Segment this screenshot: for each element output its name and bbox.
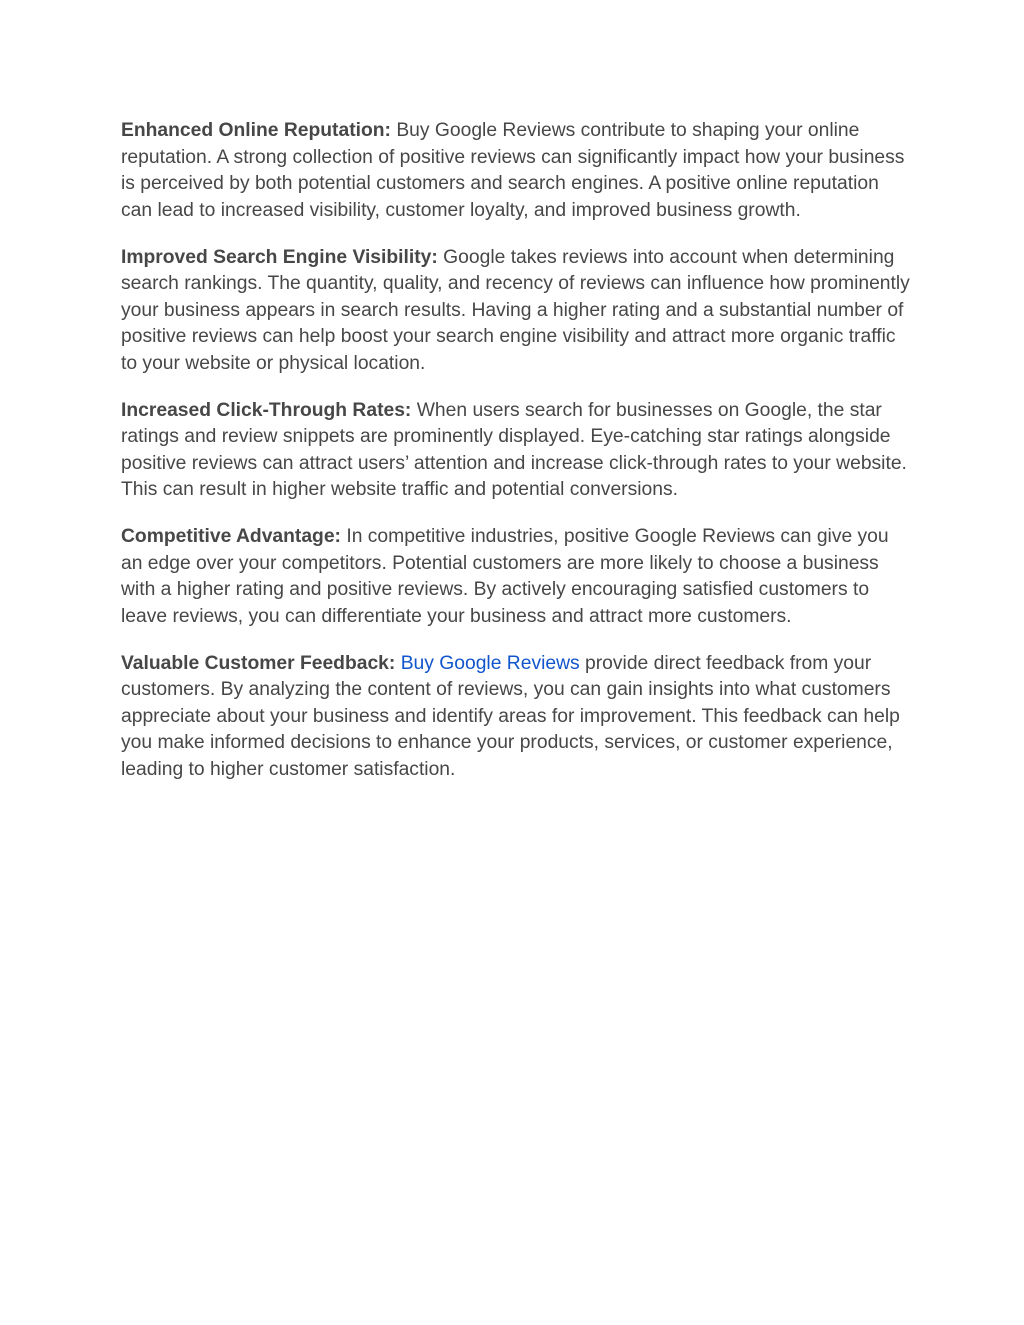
paragraph-increased-click-through-rates	[121, 398, 911, 504]
paragraph-body: provide direct feedback from your customers. By analyzing the content of reviews, you can gain insights into what customers appreciate about your business and identify areas for improvement. This feedback can help you make informed decisions to enhance your products, services, or customer experience, leading to higher customer satisfaction.	[121, 652, 900, 780]
term-heading: Improved Search Engine Visibility:	[121, 246, 438, 268]
buy-google-reviews-link[interactable]: Buy Google Reviews	[400, 652, 580, 674]
term-heading: Enhanced Online Reputation:	[121, 120, 391, 141]
paragraph-body: In competitive industries, positive Google Reviews can give you an edge over your competitors. Potential customers are more likely to choose a business with a higher rating and positive reviews. By actively encouraging satisfied customers to leave reviews, you can differentiate your business and attract more customers.	[121, 526, 889, 627]
term-heading: Increased Click-Through Rates:	[121, 399, 412, 421]
term-heading: Valuable Customer Feedback:	[121, 652, 396, 674]
paragraph-enhanced-online-reputation	[121, 118, 911, 224]
paragraph-body: When users search for businesses on Google, the star ratings and review snippets are prominently displayed. Eye-catching star ratings alongside positive reviews can attract users’ attention and increase click-through rates to your website. This can result in higher website traffic and potential conversions.	[121, 399, 907, 500]
term-heading: Competitive Advantage:	[121, 526, 341, 547]
paragraph-valuable-customer-feedback	[121, 651, 911, 784]
paragraph-body: Buy Google Reviews contribute to shaping your online reputation. A strong collection of positive reviews can significantly impact how your business is perceived by both potential customers and search engines. A positive online reputation can lead to increased visibility, customer loyalty, and improved business growth.	[121, 120, 905, 221]
paragraph-improved-search-engine-visibility	[121, 245, 911, 378]
document-page	[121, 118, 911, 804]
paragraph-competitive-advantage	[121, 524, 911, 630]
paragraph-body: Google takes reviews into account when determining search rankings. The quantity, quality, and recency of reviews can influence how prominently your business appears in search results. Having a higher rating and a substantial number of positive reviews can help boost your search engine visibility and attract more organic traffic to your website or physical location.	[121, 246, 910, 374]
